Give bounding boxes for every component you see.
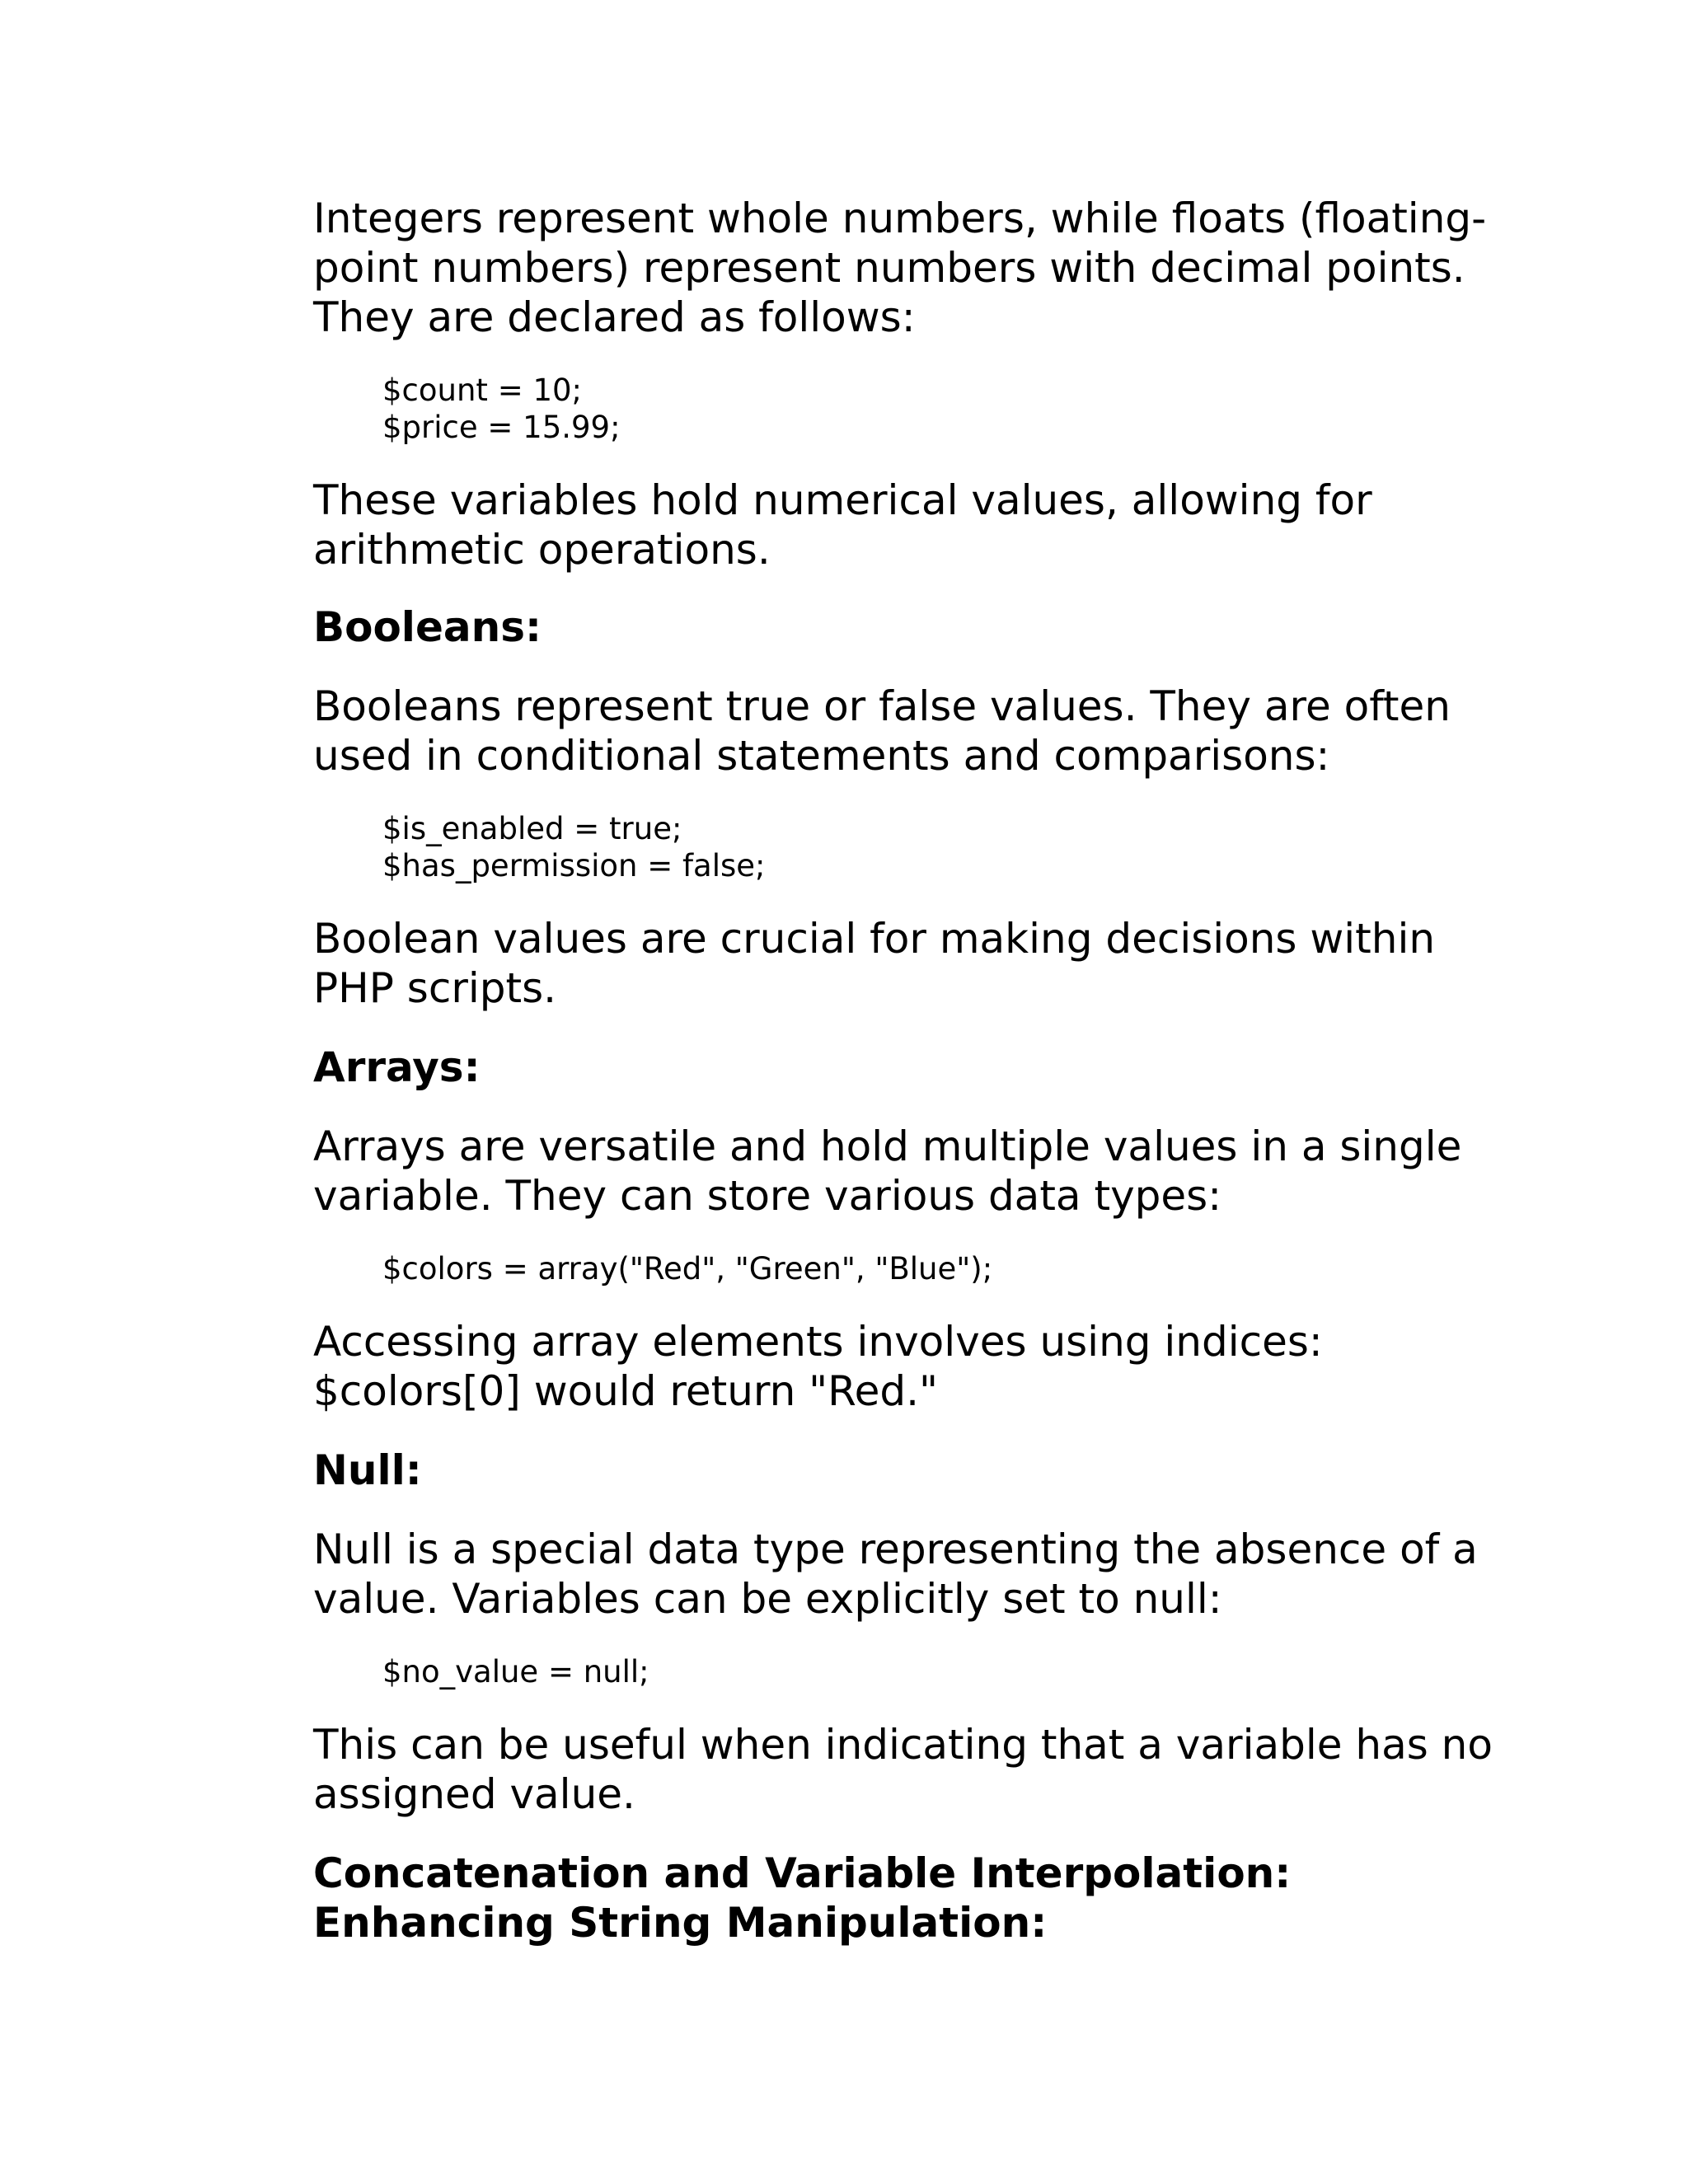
booleans-code-block	[313, 810, 1500, 884]
null-heading: Null:	[313, 1446, 422, 1494]
concatenation-heading: Concatenation and Variable Interpolation: Enhancing String Manipulation:	[313, 1849, 1292, 1947]
document-page	[313, 194, 1500, 1977]
booleans-explanation-paragraph: Boolean values are crucial for making decisions within PHP scripts.	[313, 915, 1436, 1012]
null-code-block	[313, 1653, 1500, 1690]
arrays-paragraph: Arrays are versatile and hold multiple values in a single variable. They can store various data types:	[313, 1122, 1462, 1220]
arrays-explanation-paragraph: Accessing array elements involves using indices: $colors[0] would return "Red."	[313, 1318, 1323, 1415]
null-explanation-paragraph: This can be useful when indicating that a variable has no assigned value.	[313, 1721, 1493, 1818]
code-line: $no_value = null;	[382, 1654, 649, 1690]
integers-floats-paragraph: Integers represent whole numbers, while floats (floating-point numbers) represent numbers with decimal points. They are declared as follows:	[313, 194, 1487, 341]
arrays-heading: Arrays:	[313, 1043, 481, 1091]
code-line: $count = 10;	[382, 373, 582, 408]
code-line: $is_enabled = true;	[382, 811, 682, 846]
code-line: $price = 15.99;	[382, 410, 621, 445]
booleans-heading: Booleans:	[313, 603, 542, 651]
numbers-explanation-paragraph: These variables hold numerical values, allowing for arithmetic operations.	[313, 476, 1372, 574]
code-line: $colors = array("Red", "Green", "Blue");	[382, 1251, 993, 1286]
null-paragraph: Null is a special data type representing the absence of a value. Variables can be explicitly set to null:	[313, 1526, 1478, 1623]
booleans-paragraph: Booleans represent true or false values. They are often used in conditional statements and comparisons:	[313, 682, 1451, 780]
arrays-code-block	[313, 1250, 1500, 1287]
code-line: $has_permission = false;	[382, 848, 766, 883]
numbers-code-block	[313, 372, 1500, 446]
